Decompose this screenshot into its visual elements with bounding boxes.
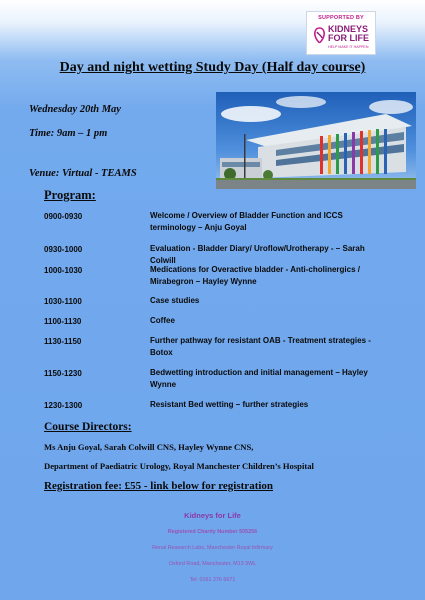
registration-fee: Registration fee: £55 - link below for registration: [44, 480, 274, 492]
event-date: Wednesday 20th May: [29, 104, 121, 115]
footer-address-line: Oxford Road, Manchester, M13 9WL: [168, 561, 257, 567]
logo-kidneys: KIDNEYS: [328, 24, 369, 34]
course-directors-department: Department of Paediatric Urology, Royal Manchester Children’s Hospital: [44, 461, 314, 471]
program-description: [150, 315, 382, 327]
program-time: 1150-1230: [44, 369, 82, 378]
program-description-line: Mirabegron – Hayley Wynne: [150, 277, 257, 286]
program-time: 0930-1000: [44, 245, 83, 254]
footer-telephone: Tel: 0161 276 6671: [189, 577, 236, 583]
program-description-line: Further pathway for resistant OAB - Treatment strategies -: [150, 336, 371, 345]
program-time: 0900-0930: [44, 212, 83, 221]
program-description-line: Coffee: [150, 316, 175, 325]
program-description: [150, 295, 382, 307]
program-description-line: terminology – Anju Goyal: [150, 223, 247, 232]
program-description: [150, 367, 382, 391]
program-description-line: Bedwetting introduction and initial management – Hayley: [150, 368, 368, 377]
logo-supported-by: SUPPORTED BY: [318, 15, 364, 21]
kidneys-for-life-logo: [306, 11, 376, 55]
course-directors-heading: Course Directors:: [44, 421, 132, 433]
program-heading: Program:: [44, 188, 96, 202]
kidney-ribbon-icon: [313, 26, 326, 44]
program-time: 1100-1130: [44, 317, 82, 326]
program-description-line: Medications for Overactive bladder - Anti-cholinergics /: [150, 265, 360, 274]
event-venue: Venue: Virtual - TEAMS: [29, 168, 137, 179]
program-time: 1000-1030: [44, 266, 83, 275]
page-title: Day and night wetting Study Day (Half day course): [59, 60, 366, 75]
program-description: [150, 210, 382, 234]
program-description: [150, 335, 382, 359]
program-description: [150, 264, 382, 288]
event-time: Time: 9am – 1 pm: [29, 128, 108, 139]
footer-org-name: Kidneys for Life: [184, 511, 241, 520]
program-time: 1030-1100: [44, 297, 82, 306]
program-description-line: Case studies: [150, 296, 200, 305]
program-description: [150, 399, 382, 411]
program-description-line: Evaluation - Bladder Diary/ Uroflow/Urotherapy - – Sarah Colwill: [150, 244, 365, 265]
footer-address-line: Renal Research Labs, Manchester Royal Infirmary: [152, 545, 273, 551]
course-directors-names: Ms Anju Goyal, Sarah Colwill CNS, Hayley Wynne CNS,: [44, 442, 254, 452]
program-description-line: Wynne: [150, 380, 177, 389]
program-description-line: Botox: [150, 348, 173, 357]
footer-charity-number: Registered Charity Number 505256: [167, 529, 258, 535]
hospital-building-photo: [216, 92, 416, 189]
program-description-line: Resistant Bed wetting – further strategies: [150, 400, 309, 409]
logo-for-life: FOR LIFE: [328, 33, 369, 43]
logo-tagline: HELP MAKE IT HAPPEN: [328, 45, 369, 49]
program-time: 1130-1150: [44, 337, 82, 346]
program-time: 1230-1300: [44, 401, 83, 410]
program-description-line: Welcome / Overview of Bladder Function and ICCS: [150, 211, 343, 220]
